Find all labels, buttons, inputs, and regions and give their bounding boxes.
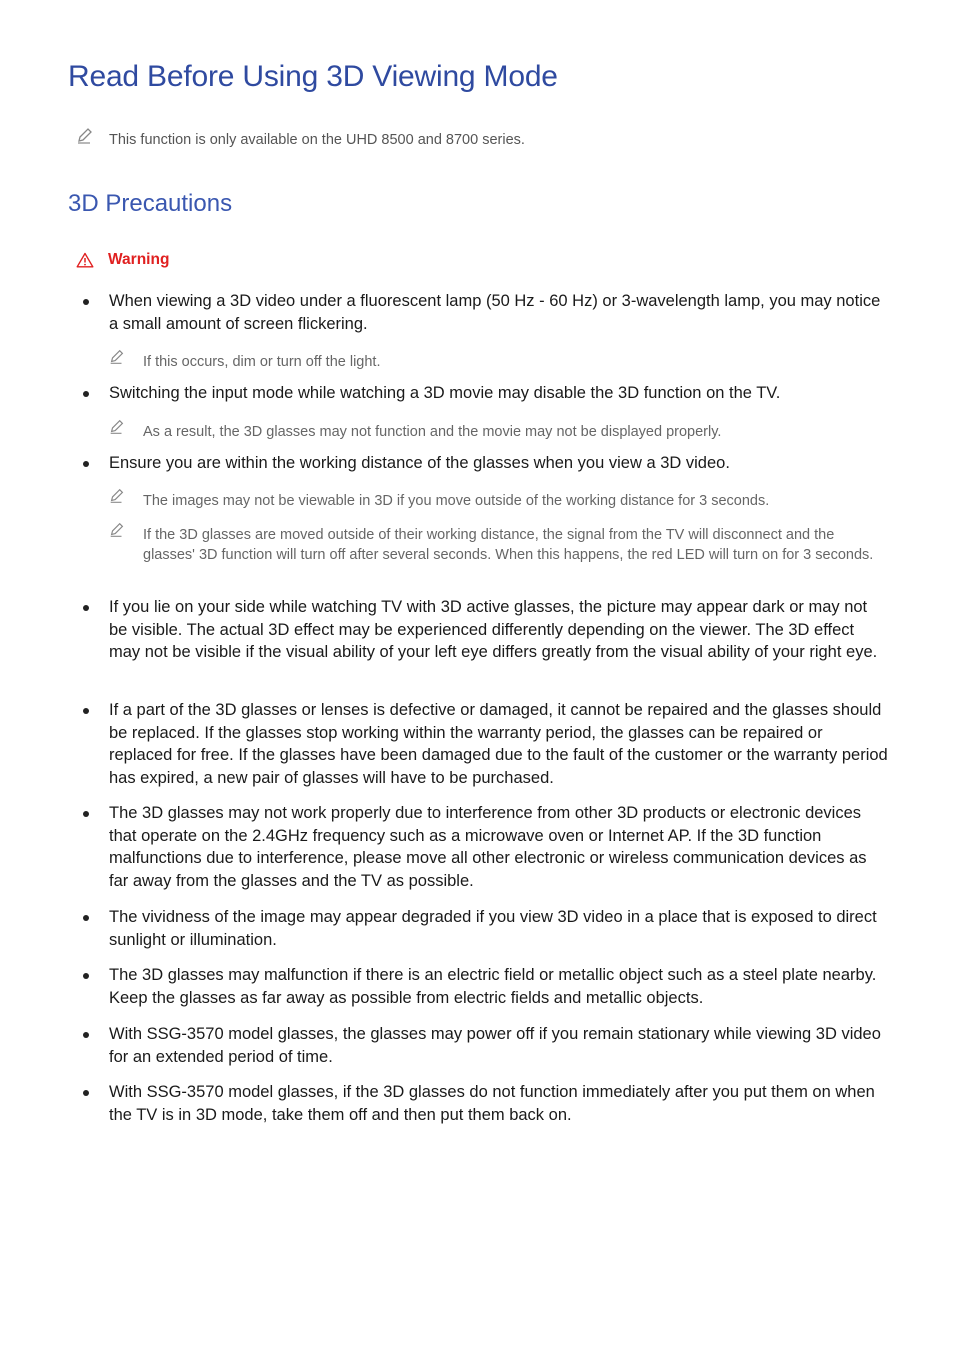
bullet-dot	[83, 1032, 89, 1038]
sub-note-text: If the 3D glasses are moved outside of their working distance, the signal from the TV will disconnect and the glasses' 3D function will turn off after several seconds. When this happens, the red LED will turn on for 3 seconds.	[143, 527, 874, 563]
intro-note	[75, 130, 525, 150]
list-item-text: If you lie on your side while watching TV with 3D active glasses, the picture may appear dark or may not be visible. The actual 3D effect may be experienced differently depending on the viewer. The 3D effect may not be visible if the visual ability of your left eye differs greatly from the visual ability of your right eye.	[109, 598, 878, 661]
sub-note	[108, 422, 878, 442]
list-item-text: The vividness of the image may appear degraded if you view 3D video in a place that is exposed to direct sunlight or illumination.	[109, 908, 877, 949]
list-item-text: Ensure you are within the working distance of the glasses when you view a 3D video.	[109, 454, 730, 472]
bullet-dot	[83, 605, 89, 611]
bullet-dot	[83, 708, 89, 714]
pencil-note-icon	[108, 418, 126, 436]
intro-note-text: This function is only available on the UHD 8500 and 8700 series.	[109, 132, 525, 148]
list-item-text: The 3D glasses may malfunction if there is an electric field or metallic object such as a steel plate nearby. Keep the glasses as far away as possible from electric fields and metallic objects.	[109, 966, 877, 1007]
list-item-text: When viewing a 3D video under a fluorescent lamp (50 Hz - 60 Hz) or 3-wavelength lamp, you may notice a small amount of screen flickering.	[109, 292, 881, 333]
page-title: Read Before Using 3D Viewing Mode	[68, 60, 558, 93]
pencil-note-icon	[75, 126, 95, 146]
list-item-text: If a part of the 3D glasses or lenses is defective or damaged, it cannot be repaired and the glasses should be replaced. If the glasses stop working within the warranty period, the glasses can be repaired or replaced for free. If the glasses have been damaged due to the fault of the customer or the warranty period has expired, a new pair of glasses will have to be purchased.	[109, 701, 888, 787]
list-item-text: The 3D glasses may not work properly due to interference from other 3D products or electronic devices that operate on the 2.4GHz frequency such as a microwave oven or Internet AP. If the 3D function malfunctions due to interference, please move all other electronic or wireless communication devices as far away from the glasses and the TV as possible.	[109, 804, 867, 890]
list-item-text: Switching the input mode while watching a 3D movie may disable the 3D function on the TV.	[109, 384, 781, 402]
bullet-dot	[83, 1090, 89, 1096]
bullet-dot	[83, 299, 89, 305]
pencil-note-icon	[108, 521, 126, 539]
sub-note-text: The images may not be viewable in 3D if you move outside of the working distance for 3 seconds.	[143, 493, 770, 509]
section-title: 3D Precautions	[68, 190, 233, 217]
sub-note-text: As a result, the 3D glasses may not function and the movie may not be displayed properly.	[143, 424, 722, 440]
bullet-dot	[83, 973, 89, 979]
pencil-note-icon	[108, 348, 126, 366]
sub-note	[108, 491, 878, 511]
sub-note-text: If this occurs, dim or turn off the light.	[143, 354, 381, 370]
sub-note	[108, 352, 878, 372]
warning-heading	[76, 251, 169, 269]
warning-label: Warning	[108, 251, 170, 268]
list-item-text: With SSG-3570 model glasses, the glasses may power off if you remain stationary while viewing 3D video for an extended period of time.	[109, 1025, 881, 1066]
bullet-dot	[83, 811, 89, 817]
sub-note	[108, 525, 878, 565]
warning-triangle-icon	[76, 252, 94, 268]
list-item-text: With SSG-3570 model glasses, if the 3D glasses do not function immediately after you put them on when the TV is in 3D mode, take them off and then put them back on.	[109, 1083, 875, 1124]
pencil-note-icon	[108, 487, 126, 505]
bullet-dot	[83, 915, 89, 921]
bullet-dot	[83, 461, 89, 467]
bullet-dot	[83, 391, 89, 397]
